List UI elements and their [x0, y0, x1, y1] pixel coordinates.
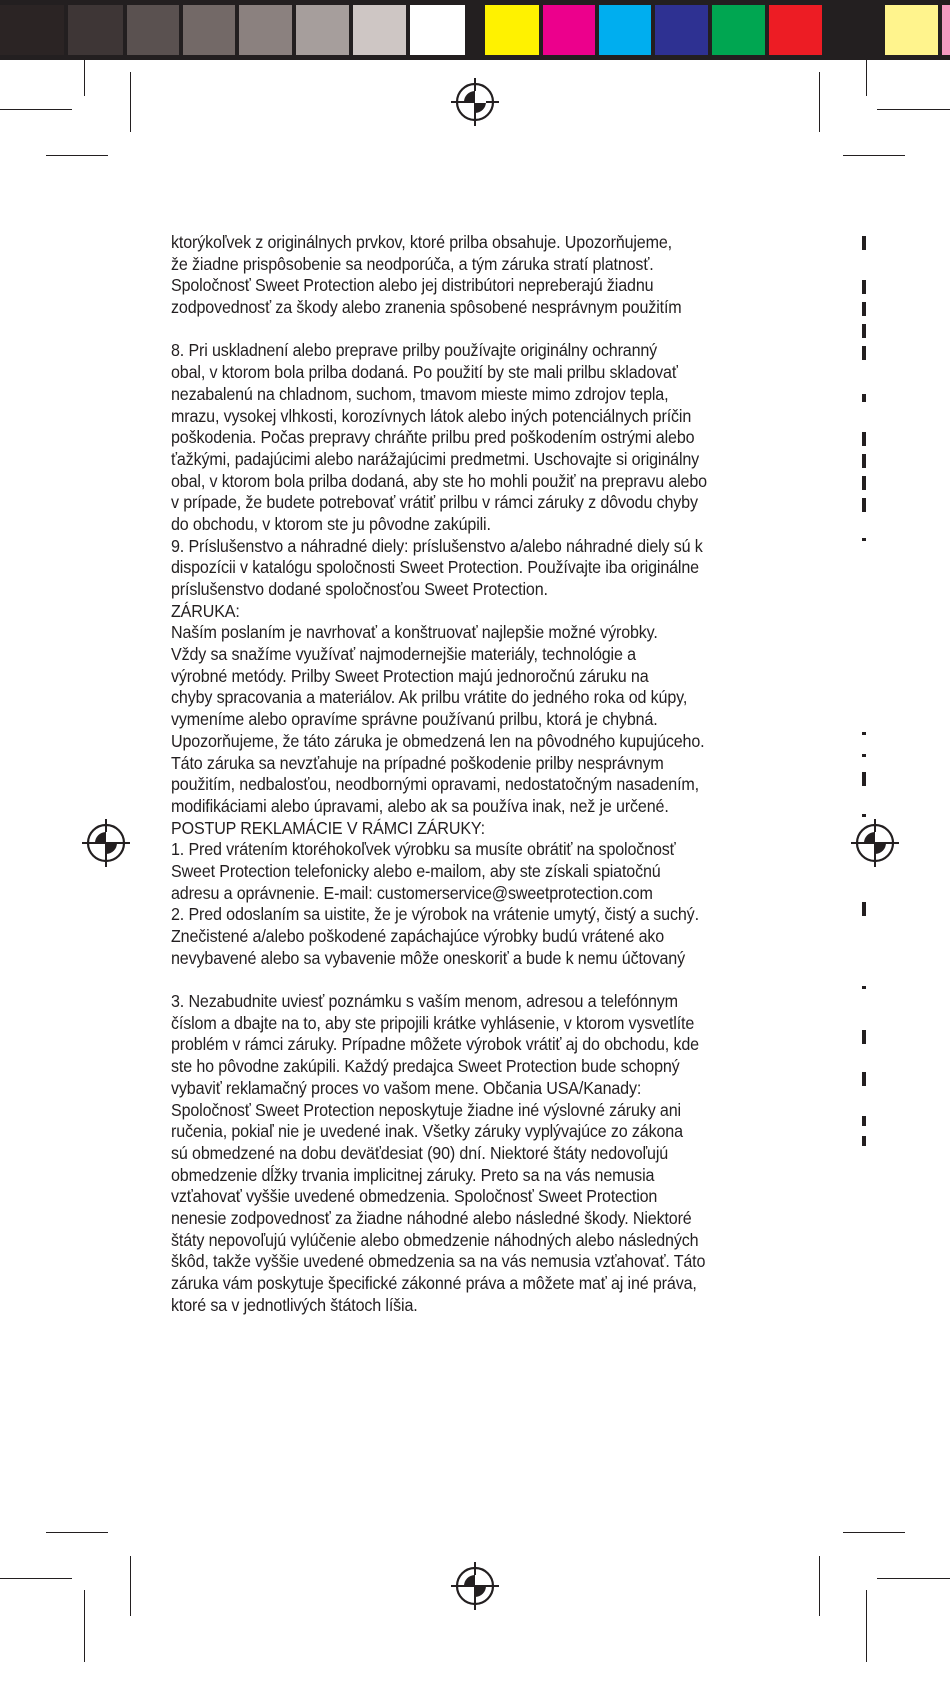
text-line: chyby spracovania a materiálov. Ak prilbu vrátite do jedného roka od kúpy, — [171, 687, 688, 708]
registration-mark-bottom-icon — [451, 1562, 499, 1610]
adjacent-page-clipped-text — [862, 538, 866, 541]
adjacent-page-clipped-text — [862, 1136, 866, 1146]
adjacent-page-clipped-text — [862, 236, 866, 250]
adjacent-page-clipped-text — [862, 902, 866, 916]
text-line: modifikáciami alebo úpravami, alebo ak sa používa inak, než je určené. — [171, 795, 669, 816]
paragraph-gap — [171, 969, 743, 991]
color-swatch — [296, 5, 349, 55]
crop-mark-bottom-left-vertical — [130, 1556, 131, 1616]
color-swatch — [712, 5, 765, 55]
color-swatch — [769, 5, 822, 55]
color-swatch — [828, 0, 881, 60]
crop-mark-top-right-inner-vertical — [819, 72, 820, 132]
text-line: poškodenia. Počas prepravy chráňte prilbu pred poškodením ostrými alebo — [171, 427, 695, 448]
registration-mark-left-icon — [82, 819, 130, 867]
adjacent-page-clipped-text — [862, 1072, 866, 1086]
text-line: Spoločnosť Sweet Protection neposkytuje žiadne iné výslovné záruky ani — [171, 1099, 681, 1120]
text-line: adresu a oprávnenie. E-mail: customerservice@sweetprotection.com — [171, 882, 653, 903]
adjacent-page-clipped-text — [862, 1116, 866, 1126]
color-calibration-bar — [0, 0, 950, 60]
adjacent-page-clipped-text — [862, 302, 866, 316]
text-line: vymeníme alebo opravíme správne používanú prilbu, ktorá je chybná. — [171, 709, 658, 730]
crop-mark-top-left-vertical — [84, 60, 85, 96]
paragraph-helmet-modification — [171, 232, 743, 319]
crop-mark-top-left-horizontal — [0, 109, 72, 110]
text-line: Spoločnosť Sweet Protection alebo jej distribútori nepreberajú žiadnu — [171, 275, 654, 296]
document-body-text — [171, 232, 743, 1316]
registration-mark-top-icon — [451, 78, 499, 126]
text-line: že žiadne prispôsobenie sa neodporúča, a tým záruka stratí platnosť. — [171, 253, 654, 274]
adjacent-page-clipped-text — [862, 754, 866, 757]
text-line: nenesie zodpovednosť za žiadne náhodné alebo následné škody. Niektoré — [171, 1207, 692, 1228]
text-line: použitím, nedbalosťou, neodbornými opravami, nedostatočným nasadením, — [171, 774, 699, 795]
crop-mark-top-right-vertical — [866, 60, 867, 96]
color-swatch — [485, 5, 539, 55]
color-swatch — [183, 5, 235, 55]
text-line: Znečistené a/alebo poškodené zapáchajúce výrobky budú vrátené ako — [171, 926, 665, 946]
text-line: škôd, takže vyššie uvedené obmedzenia sa na vás nemusia vzťahovať. Táto — [171, 1251, 706, 1272]
crop-mark-bottom-right-vertical — [819, 1556, 820, 1616]
color-swatch — [599, 5, 651, 55]
color-swatch — [655, 5, 708, 55]
paragraph-warranty-claim — [171, 991, 743, 1316]
adjacent-page-clipped-text — [862, 346, 866, 360]
text-line: príslušenstvo dodané spoločnosťou Sweet Protection. — [171, 579, 548, 599]
registration-mark-right-icon — [851, 819, 899, 867]
adjacent-page-clipped-text — [862, 498, 866, 512]
adjacent-page-clipped-text — [862, 432, 866, 446]
crop-mark-bottom-left-outer-vertical — [84, 1590, 85, 1662]
text-line: ste ho pôvodne zakúpili. Každý predajca Sweet Protection bude schopný — [171, 1056, 680, 1077]
text-line: ťažkými, padajúcimi alebo narážajúcimi predmetmi. Uschovajte si originálny — [171, 448, 700, 469]
text-line: ktorýkoľvek z originálnych prvkov, ktoré prilba obsahuje. Upozorňujeme, — [171, 232, 672, 252]
color-swatch — [353, 5, 406, 55]
adjacent-page-clipped-text — [862, 324, 866, 338]
text-line: číslom a dbajte na to, aby ste pripojili krátke vyhlásenie, v ktorom vysvetlíte — [171, 1012, 695, 1033]
crop-mark-bottom-left-outer-horizontal — [0, 1578, 72, 1579]
text-line: 2. Pred odoslaním sa uistite, že je výrobok na vrátenie umytý, čistý a suchý. — [171, 904, 699, 925]
crop-mark-top-right-inner-horizontal — [843, 155, 905, 156]
text-line: 8. Pri uskladnení alebo preprave prilby používajte originálny ochranný — [171, 340, 658, 361]
text-line: zodpovednosť za škody alebo zranenia spôsobené nesprávnym použitím — [171, 297, 682, 318]
text-line: 9. Príslušenstvo a náhradné diely: príslušenstvo a/alebo náhradné diely sú k — [171, 535, 703, 556]
paragraph-gap — [171, 319, 743, 341]
text-line: dispozícii v katalógu spoločnosti Sweet Protection. Používajte iba originálne — [171, 557, 699, 578]
crop-mark-top-left-inner-horizontal — [46, 155, 108, 156]
color-swatch — [68, 5, 123, 55]
crop-mark-top-right-horizontal — [877, 109, 950, 110]
text-line: problém v rámci záruky. Prípadne môžete výrobok vrátiť aj do obchodu, kde — [171, 1034, 699, 1055]
text-line: ručenia, pokiaľ nie je uvedené inak. Všetky záruky vyplývajúce zo zákona — [171, 1121, 683, 1142]
text-line: Vždy sa snažíme využívať najmodernejšie materiály, technológie a — [171, 644, 636, 665]
adjacent-page-clipped-text — [862, 280, 866, 294]
text-line: Táto záruka sa nevzťahuje na prípadné poškodenie prilby nesprávnym — [171, 752, 664, 773]
text-line: mrazu, vysokej vlhkosti, korozívnych látok alebo iných potenciálnych príčin — [171, 405, 692, 426]
text-line: nevybavené alebo sa vybavenie môže oneskoriť a bude k nemu účtovaný — [171, 947, 685, 968]
color-swatch — [0, 5, 64, 55]
crop-mark-bottom-right-outer-horizontal — [877, 1578, 950, 1579]
text-line: 1. Pred vrátením ktoréhokoľvek výrobku sa musíte obrátiť na spoločnosť — [171, 839, 676, 860]
text-line: obal, v ktorom bola prilba dodaná. Po použití by ste mali prilbu skladovať — [171, 362, 678, 383]
text-line: vzťahovať vyššie uvedené obmedzenia. Spoločnosť Sweet Protection — [171, 1186, 658, 1207]
color-swatch — [127, 5, 179, 55]
adjacent-page-clipped-text — [862, 476, 866, 490]
text-line: POSTUP REKLAMÁCIE V RÁMCI ZÁRUKY: — [171, 817, 485, 838]
color-swatch — [885, 5, 938, 55]
crop-mark-top-left-inner-vertical — [130, 72, 131, 132]
text-line: Naším poslaním je navrhovať a konštruovať najlepšie možné výrobky. — [171, 622, 658, 643]
text-line: záruka vám poskytuje špecifické zákonné práva a môžete mať aj iné práva, — [171, 1273, 697, 1293]
text-line: ZÁRUKA: — [171, 600, 240, 621]
text-line: v prípade, že budete potrebovať vrátiť prilbu v rámci záruky z dôvodu chyby — [171, 492, 698, 513]
text-line: Sweet Protection telefonicky alebo e-mailom, aby ste získali spiatočnú — [171, 860, 661, 881]
adjacent-page-clipped-text — [862, 1030, 866, 1044]
adjacent-page-clipped-text — [862, 772, 866, 786]
text-line: obmedzenie dĺžky trvania implicitnej záruky. Preto sa na vás nemusia — [171, 1164, 655, 1185]
text-line: štáty nepovoľujú vylúčenie alebo obmedzenie náhodných alebo následných — [171, 1229, 699, 1250]
text-line: 3. Nezabudnite uviesť poznámku s vaším menom, adresou a telefónnym — [171, 991, 678, 1012]
color-swatch — [410, 5, 465, 55]
adjacent-page-clipped-text — [862, 454, 866, 468]
color-swatch — [543, 5, 595, 55]
text-line: výrobné metódy. Prilby Sweet Protection majú jednoročnú záruku na — [171, 665, 649, 686]
text-line: Upozorňujeme, že táto záruka je obmedzená len na pôvodného kupujúceho. — [171, 730, 705, 751]
adjacent-page-clipped-text — [862, 814, 866, 817]
text-line: vybaviť reklamačný proces vo vašom mene. Občania USA/Kanady: — [171, 1077, 642, 1098]
text-line: nezabalenú na chladnom, suchom, tmavom mieste mimo zdrojov tepla, — [171, 383, 669, 404]
crop-mark-bottom-left-horizontal — [46, 1532, 108, 1533]
crop-mark-bottom-right-outer-vertical — [866, 1590, 867, 1662]
adjacent-page-clipped-text — [862, 732, 866, 735]
text-line: sú obmedzené na dobu deväťdesiat (90) dní. Niektoré štáty nedovoľujú — [171, 1142, 669, 1163]
adjacent-page-clipped-text — [862, 394, 866, 402]
color-swatch — [239, 5, 292, 55]
crop-mark-bottom-right-horizontal — [843, 1532, 905, 1533]
text-line: do obchodu, v ktorom ste ju pôvodne zakúpili. — [171, 513, 491, 534]
adjacent-page-clipped-text — [862, 986, 866, 989]
color-swatch — [942, 5, 950, 55]
text-line: obal, v ktorom bola prilba dodaná, aby ste ho mohli použiť na prepravu alebo — [171, 470, 707, 491]
paragraph-storage-warranty — [171, 340, 743, 969]
text-line: ktoré sa v jednotlivých štátoch líšia. — [171, 1294, 418, 1315]
